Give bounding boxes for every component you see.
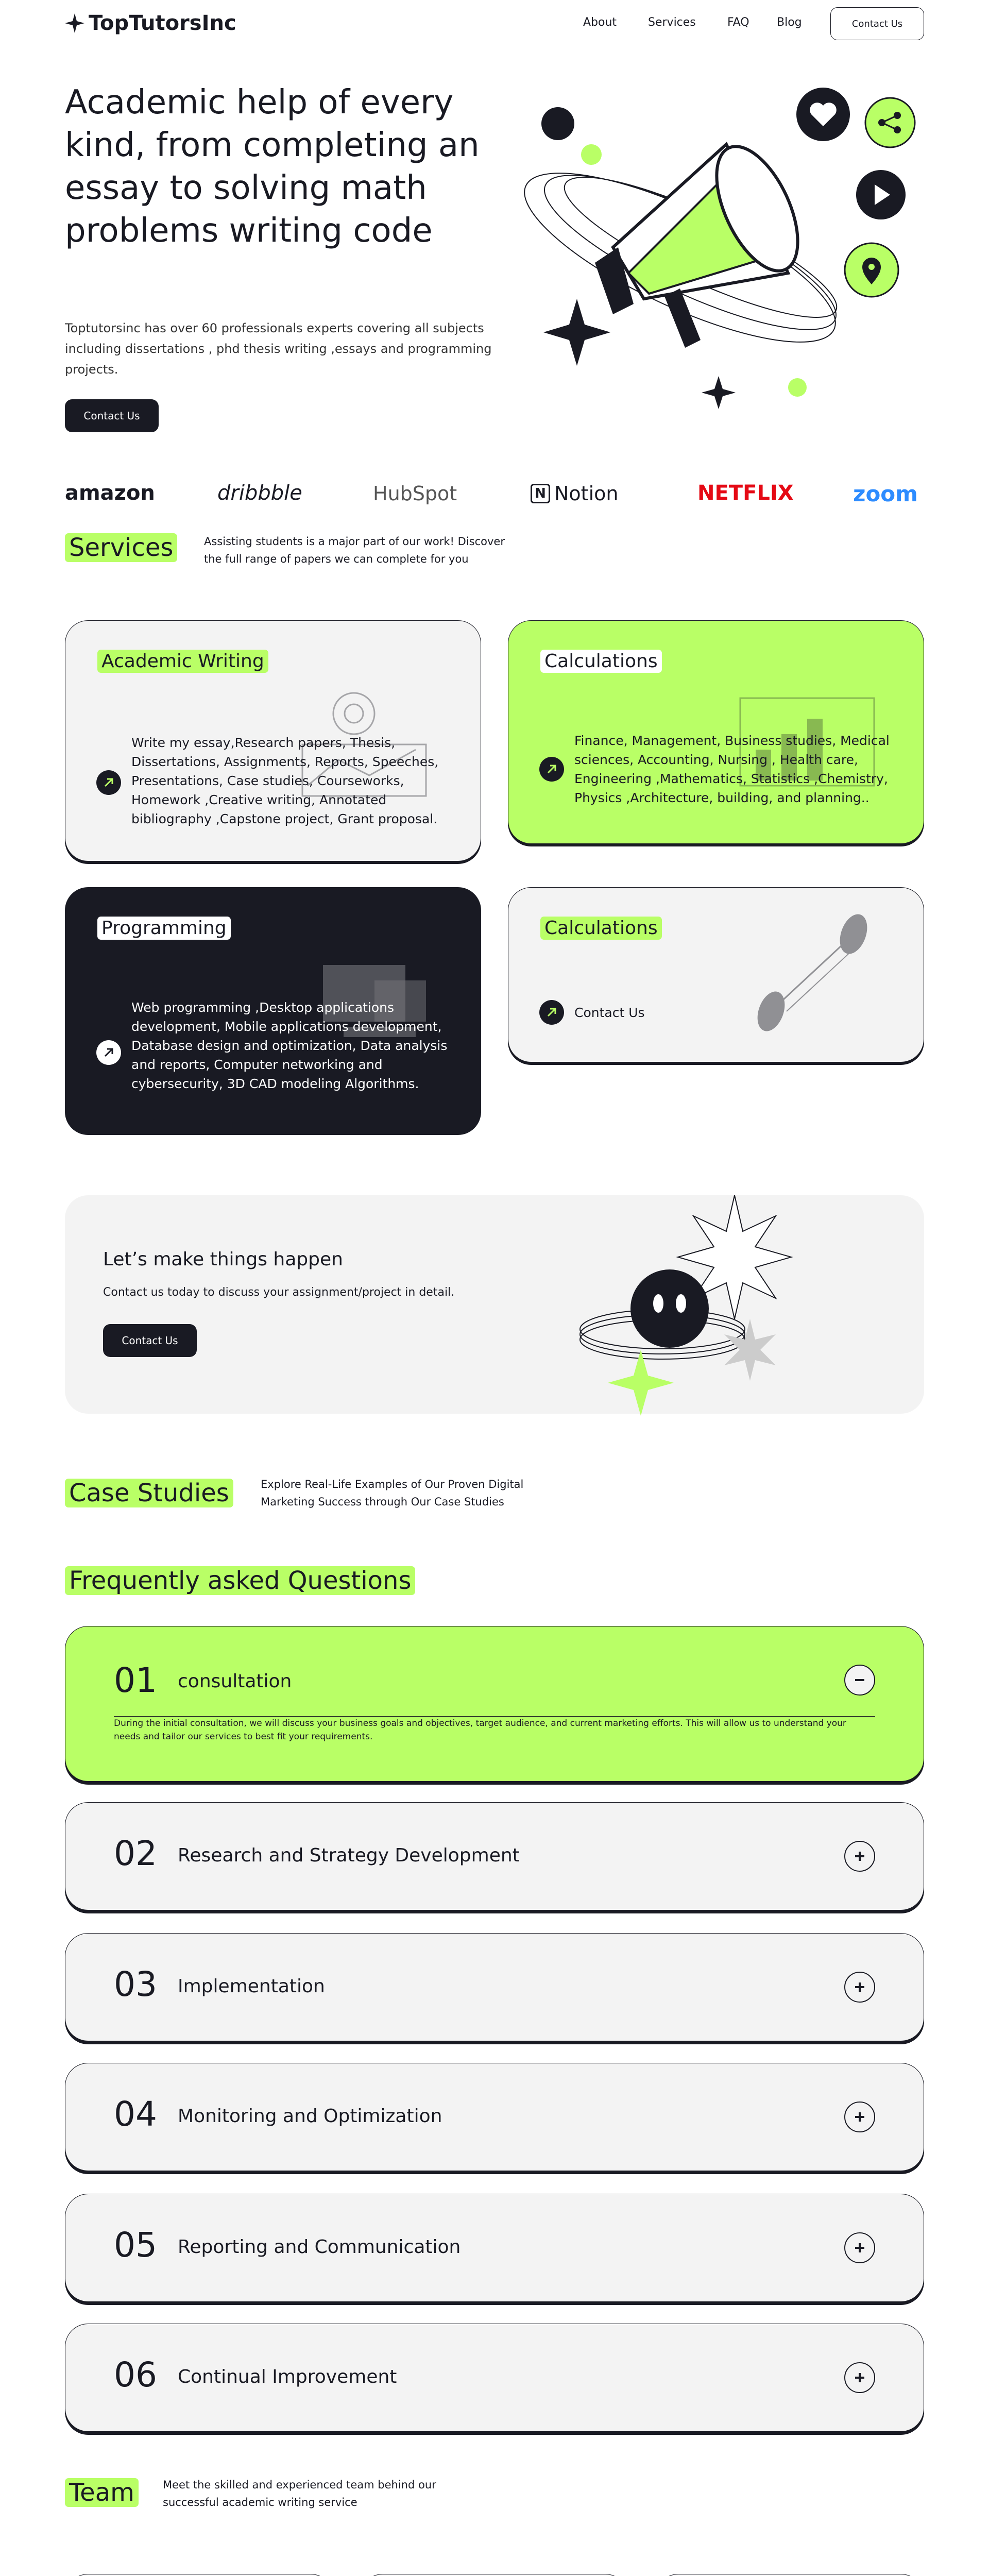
service-card-arrow[interactable] bbox=[96, 1040, 121, 1065]
faq-answer: During the initial consultation, we will discuss your business goals and objectives, target audience, and current marketing efforts. This will allow us to understand your needs and tailor our services to best fit your requirements. bbox=[114, 1718, 846, 1742]
hero-contact-button[interactable]: Contact Us bbox=[65, 399, 159, 432]
faq-question: Research and Strategy Development bbox=[178, 1845, 520, 1866]
plus-icon bbox=[853, 1980, 866, 1994]
service-card-calculations-contact[interactable] bbox=[508, 887, 924, 1062]
faq-number: 03 bbox=[114, 1964, 157, 2004]
faq-question: Continual Improvement bbox=[178, 2366, 397, 2387]
nav-link-about[interactable]: About bbox=[583, 16, 617, 29]
faq-item-01[interactable] bbox=[65, 1626, 924, 1782]
nav-contact-button[interactable]: Contact Us bbox=[830, 7, 924, 40]
team-subtitle: Meet the skilled and experienced team behind our successful academic writing service bbox=[163, 2479, 436, 2509]
nav-link-blog[interactable]: Blog bbox=[777, 16, 802, 29]
dot-green bbox=[581, 144, 602, 165]
faq-item-02[interactable] bbox=[65, 1802, 924, 1910]
service-card-arrow[interactable] bbox=[539, 757, 564, 782]
cta-block bbox=[65, 1195, 924, 1414]
dot-black bbox=[541, 107, 574, 140]
plus-icon bbox=[853, 1850, 866, 1863]
faq-item-04[interactable] bbox=[65, 2063, 924, 2171]
arrow-up-right-icon bbox=[103, 1046, 115, 1059]
faq-heading: Frequently asked Questions bbox=[65, 1566, 415, 1595]
case-studies-subtitle: Explore Real-Life Examples of Our Proven Digital Marketing Success through Our Case Studies bbox=[261, 1478, 524, 1508]
megaphone-icon bbox=[595, 134, 814, 348]
team-heading: Team bbox=[65, 2478, 139, 2507]
rocket-illustration bbox=[735, 908, 890, 1042]
logo-amazon: amazon bbox=[65, 481, 155, 505]
dot-green-small bbox=[788, 378, 807, 397]
arrow-up-right-icon bbox=[545, 1006, 558, 1019]
logo-strip bbox=[65, 479, 924, 510]
service-card-title: Calculations bbox=[540, 650, 662, 673]
service-card-contact-link[interactable]: Contact Us bbox=[574, 1005, 645, 1020]
service-card-title: Calculations bbox=[540, 917, 662, 940]
faq-question: Reporting and Communication bbox=[178, 2236, 461, 2258]
service-card-title: Academic Writing bbox=[97, 650, 268, 673]
smiley-illustration bbox=[559, 1180, 827, 1417]
logo-netflix: NETFLIX bbox=[697, 481, 794, 505]
arrow-up-right-icon bbox=[103, 776, 115, 789]
faq-toggle-button[interactable] bbox=[844, 2102, 875, 2132]
service-card-programming[interactable] bbox=[65, 887, 481, 1132]
faq-item-03[interactable] bbox=[65, 1933, 924, 2041]
green-star-icon bbox=[608, 1350, 674, 1416]
faq-question: Implementation bbox=[178, 1976, 325, 1997]
plus-icon bbox=[853, 2371, 866, 2384]
faq-number: 01 bbox=[114, 1660, 157, 1700]
small-star-icon bbox=[702, 376, 736, 409]
cta-text: Contact us today to discuss your assignment/project in detail. bbox=[103, 1286, 455, 1299]
faq-toggle-button[interactable] bbox=[844, 2362, 875, 2393]
team-card bbox=[65, 2574, 334, 2576]
team-card bbox=[655, 2574, 924, 2576]
faq-item-05[interactable] bbox=[65, 2194, 924, 2302]
service-card-calculations[interactable] bbox=[508, 620, 924, 844]
hero-description: Toptutorsinc has over 60 professionals experts covering all subjects including dissertations , phd thesis writing ,essays and programming projects. bbox=[65, 321, 492, 377]
service-card-title: Programming bbox=[97, 917, 231, 940]
cta-contact-button[interactable]: Contact Us bbox=[103, 1324, 197, 1357]
logo-dribbble: dribbble bbox=[217, 481, 302, 505]
plus-icon bbox=[853, 2241, 866, 2255]
service-card-text: Web programming ,Desktop applications development, Mobile applications development, Database design and optimization, Data analysis and reports, Computer networking and cybersecurity, 3D CAD modeling Algorithms. bbox=[131, 1000, 448, 1091]
cta-title: Let’s make things happen bbox=[103, 1249, 343, 1270]
service-card-arrow[interactable] bbox=[96, 770, 121, 795]
faq-toggle-button[interactable] bbox=[844, 1972, 875, 2003]
minus-icon bbox=[853, 1673, 866, 1687]
faq-question: Monitoring and Optimization bbox=[178, 2106, 442, 2127]
share-badge bbox=[865, 98, 915, 147]
service-card-text: Write my essay,Research papers, Thesis, Dissertations, Assignments, Reports, Speeches, Presentations, Case studies, Courseworks, Homework ,Creative writing, Annotated bibliography ,Capstone project, Grant proposal. bbox=[131, 735, 439, 826]
plus-icon bbox=[853, 2110, 866, 2124]
megaphone-illustration bbox=[510, 77, 922, 422]
navbar bbox=[65, 7, 924, 40]
faq-number: 04 bbox=[114, 2094, 157, 2134]
star-logo-icon bbox=[65, 13, 84, 33]
arrow-up-right-icon bbox=[545, 763, 558, 775]
faq-number: 05 bbox=[114, 2225, 157, 2265]
nav-link-faq[interactable]: FAQ bbox=[727, 16, 749, 29]
hero-title: Academic help of every kind, from completing an essay to solving math problems writing code bbox=[65, 83, 480, 250]
faq-question: consultation bbox=[178, 1671, 292, 1692]
services-subtitle: Assisting students is a major part of our work! Discover the full range of papers we can complete for you bbox=[204, 535, 505, 565]
faq-toggle-button[interactable] bbox=[844, 1665, 875, 1696]
services-heading: Services bbox=[65, 533, 177, 562]
team-card bbox=[360, 2574, 628, 2576]
faq-number: 06 bbox=[114, 2355, 157, 2395]
location-badge bbox=[845, 243, 898, 297]
nav-link-services[interactable]: Services bbox=[648, 16, 696, 29]
logo-zoom: zoom bbox=[853, 481, 918, 506]
sparkle-star-icon bbox=[543, 299, 610, 366]
service-card-arrow[interactable] bbox=[539, 1000, 564, 1025]
case-studies-heading: Case Studies bbox=[65, 1479, 233, 1507]
play-badge bbox=[856, 170, 906, 219]
service-card-academic-writing[interactable] bbox=[65, 620, 481, 861]
faq-toggle-button[interactable] bbox=[844, 2232, 875, 2263]
logo-notion: N Notion bbox=[531, 482, 618, 505]
brand-logo[interactable] bbox=[65, 11, 236, 35]
logo-hubspot: HubSpot bbox=[373, 482, 457, 505]
faq-toggle-button[interactable] bbox=[844, 1841, 875, 1872]
faq-item-06[interactable] bbox=[65, 2324, 924, 2432]
brand-name: TopTutorsInc bbox=[89, 11, 236, 35]
service-card-text: Finance, Management, Business studies, Medical sciences, Accounting, Nursing , Health care, Engineering ,Mathematics, Statistics ,Chemistry, Physics ,Architecture, building, and planning.. bbox=[574, 733, 890, 805]
heart-badge bbox=[796, 88, 850, 141]
smiley-face-icon bbox=[630, 1269, 709, 1348]
faq-number: 02 bbox=[114, 1834, 157, 1873]
notion-icon: N bbox=[531, 484, 550, 503]
